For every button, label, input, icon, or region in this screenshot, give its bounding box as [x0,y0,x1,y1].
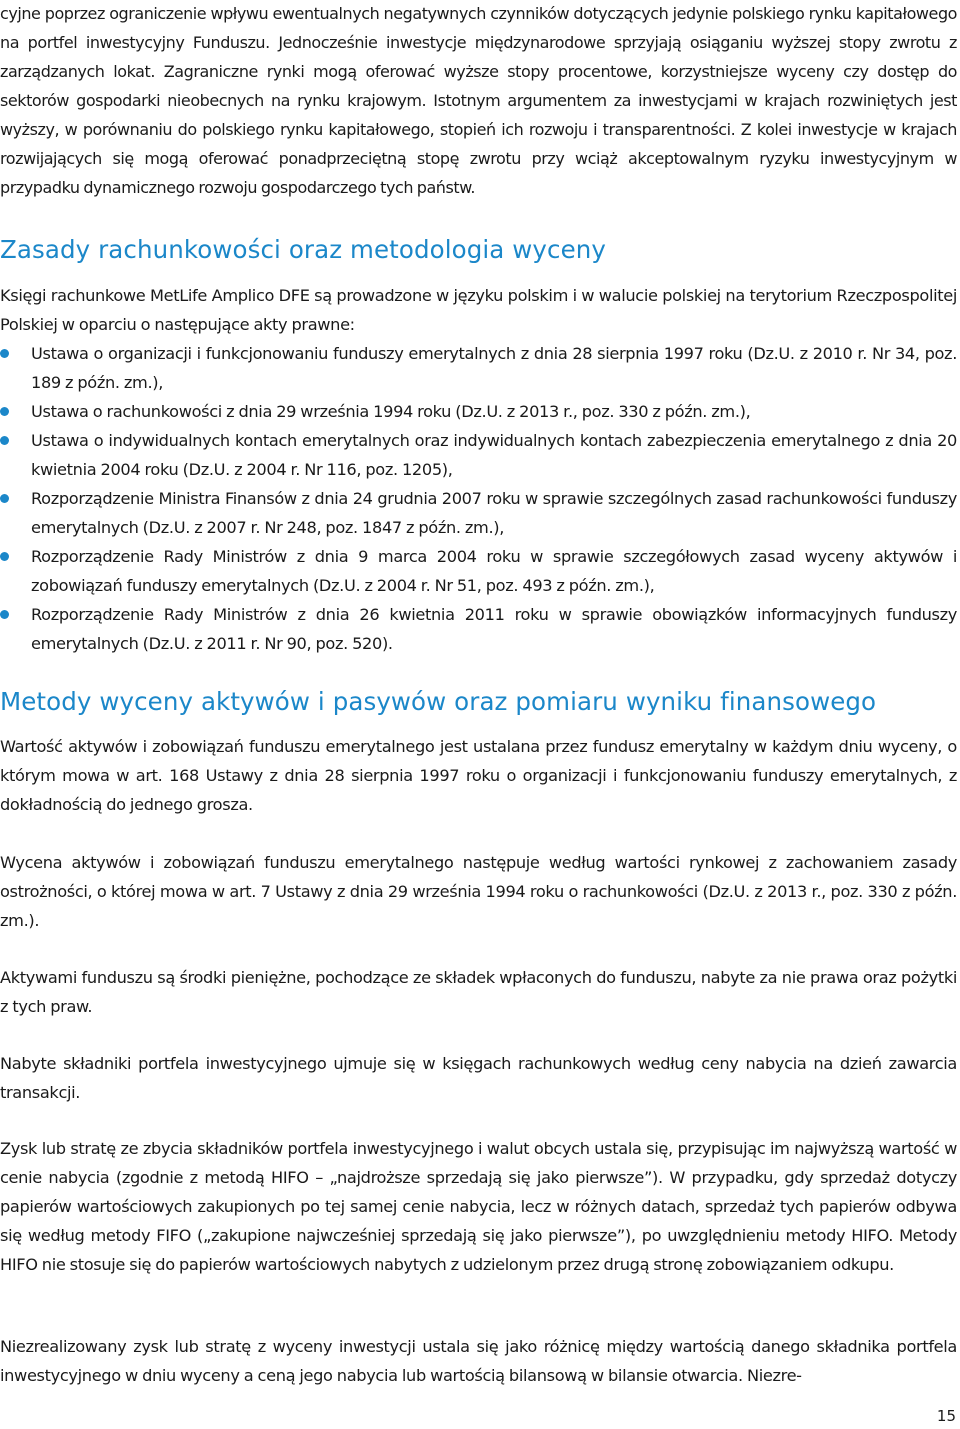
legal-acts-list [0,339,957,658]
intro-paragraph: cyjne poprzez ograniczenie wpływu ewentualnych negatywnych czynników dotyczących jedynie polskiego rynku kapitałowego na portfel inwestycyjny Funduszu. Jednocześnie inwestycje międzynarodowe sprzyjają osiąganiu wyższej stopy zwrotu z zarządzanych lokat. Zagraniczne rynki mogą oferować wyższe stopy procentowe, korzystniejsze wyceny czy dostęp do sektorów gospodarki nieobecnych na rynku krajowym. Istotnym argumentem za inwestycjami w krajach rozwiniętych jest wyższy, w porównaniu do polskiego rynku kapitałowego, stopień ich rozwoju i transparentności. Z kolei inwestycje w krajach rozwijających się mogą oferować ponadprzeciętną stopę zwrotu przy wciąż akceptowalnym ryzyku inwestycyjnym w przypadku dynamicznego rozwoju gospodarczego tych państw. [0,4,957,197]
valuation-paragraph-5: Zysk lub stratę ze zbycia składników portfela inwestycyjnego i walut obcych ustala się, przypisując im najwyższą wartość w cenie nabycia (zgodnie z metodą HIFO – „najdroższe sprzedają się jako pierwsze”). W przypadku, gdy sprzedaż dotyczy papierów wartościowych zakupionych po tej samej cenie nabycia, lecz w różnych datach, sprzedaż tych papierów odbywa się według metody FIFO („zakupione najwcześniej sprzedają się jako pierwsze”), po uwzględnieniu metody HIFO. Metody HIFO nie stosuje się do papierów wartościowych nabytych z udzielonym przez drugą stronę zobowiązaniem odkupu. [0,1139,957,1274]
valuation-paragraph-3: Aktywami funduszu są środki pieniężne, pochodzące ze składek wpłaconych do funduszu, nabyte za nie prawa oraz pożytki z tych praw. [0,968,957,1016]
list-item: Ustawa o rachunkowości z dnia 29 września 1994 roku (Dz.U. z 2013 r., poz. 330 z późn. zm.), [0,397,957,426]
list-item: Rozporządzenie Rady Ministrów z dnia 26 kwietnia 2011 roku w sprawie obowiązków informacyjnych funduszy emerytalnych (Dz.U. z 2011 r. Nr 90, poz. 520). [0,600,957,658]
valuation-paragraph-2: Wycena aktywów i zobowiązań funduszu emerytalnego następuje według wartości rynkowej z zachowaniem zasady ostrożności, o której mowa w art. 7 Ustawy z dnia 29 września 1994 roku o rachunkowości (Dz.U. z 2013 r., poz. 330 z późn. zm.). [0,853,957,930]
section-heading-valuation: Metody wyceny aktywów i pasywów oraz pomiaru wyniku finansowego [0,687,877,716]
bullet-icon [0,407,9,416]
list-item: Rozporządzenie Rady Ministrów z dnia 9 marca 2004 roku w sprawie szczegółowych zasad wyceny aktywów i zobowiązań funduszy emerytalnych (Dz.U. z 2004 r. Nr 51, poz. 493 z późn. zm.), [0,542,957,600]
list-item: Ustawa o indywidualnych kontach emerytalnych oraz indywidualnych kontach zabezpieczenia emerytalnego z dnia 20 kwietnia 2004 roku (Dz.U. z 2004 r. Nr 116, poz. 1205), [0,426,957,484]
section-heading-accounting: Zasady rachunkowości oraz metodologia wyceny [0,235,606,264]
intro-block [0,0,957,202]
section-valuation [0,686,957,718]
section-accounting [0,234,957,266]
section-accounting-body [0,281,957,658]
bullet-icon [0,610,9,619]
bullet-icon [0,436,9,445]
bullet-icon [0,494,9,503]
bullet-icon [0,349,9,358]
bullet-icon [0,552,9,561]
valuation-paragraph-4: Nabyte składniki portfela inwestycyjnego ujmuje się w księgach rachunkowych według ceny nabycia na dzień zawarcia transakcji. [0,1054,957,1102]
valuation-paragraph-1: Wartość aktywów i zobowiązań funduszu emerytalnego jest ustalana przez fundusz emerytalny w każdym dniu wyceny, o którym mowa w art. 168 Ustawy z dnia 28 sierpnia 1997 roku o organizacji i funkcjonowaniu funduszy emerytalnych, z dokładnością do jednego grosza. [0,737,957,814]
accounting-lead-paragraph: Księgi rachunkowe MetLife Amplico DFE są prowadzone w języku polskim i w walucie polskiej na terytorium Rzeczpospolitej Polskiej w oparciu o następujące akty prawne: [0,286,957,334]
list-item: Rozporządzenie Ministra Finansów z dnia 24 grudnia 2007 roku w sprawie szczególnych zasad rachunkowości funduszy emerytalnych (Dz.U. z 2007 r. Nr 248, poz. 1847 z późn. zm.), [0,484,957,542]
list-item: Ustawa o organizacji i funkcjonowaniu funduszy emerytalnych z dnia 28 sierpnia 1997 roku (Dz.U. z 2010 r. Nr 34, poz. 189 z późn. zm.), [0,339,957,397]
valuation-paragraph-6: Niezrealizowany zysk lub stratę z wyceny inwestycji ustala się jako różnicę między wartością danego składnika portfela inwestycyjnego w dniu wyceny a ceną jego nabycia lub wartością bilansową w bilansie otwarcia. Niezre- [0,1337,957,1385]
page-number: 15 [936,1407,956,1425]
